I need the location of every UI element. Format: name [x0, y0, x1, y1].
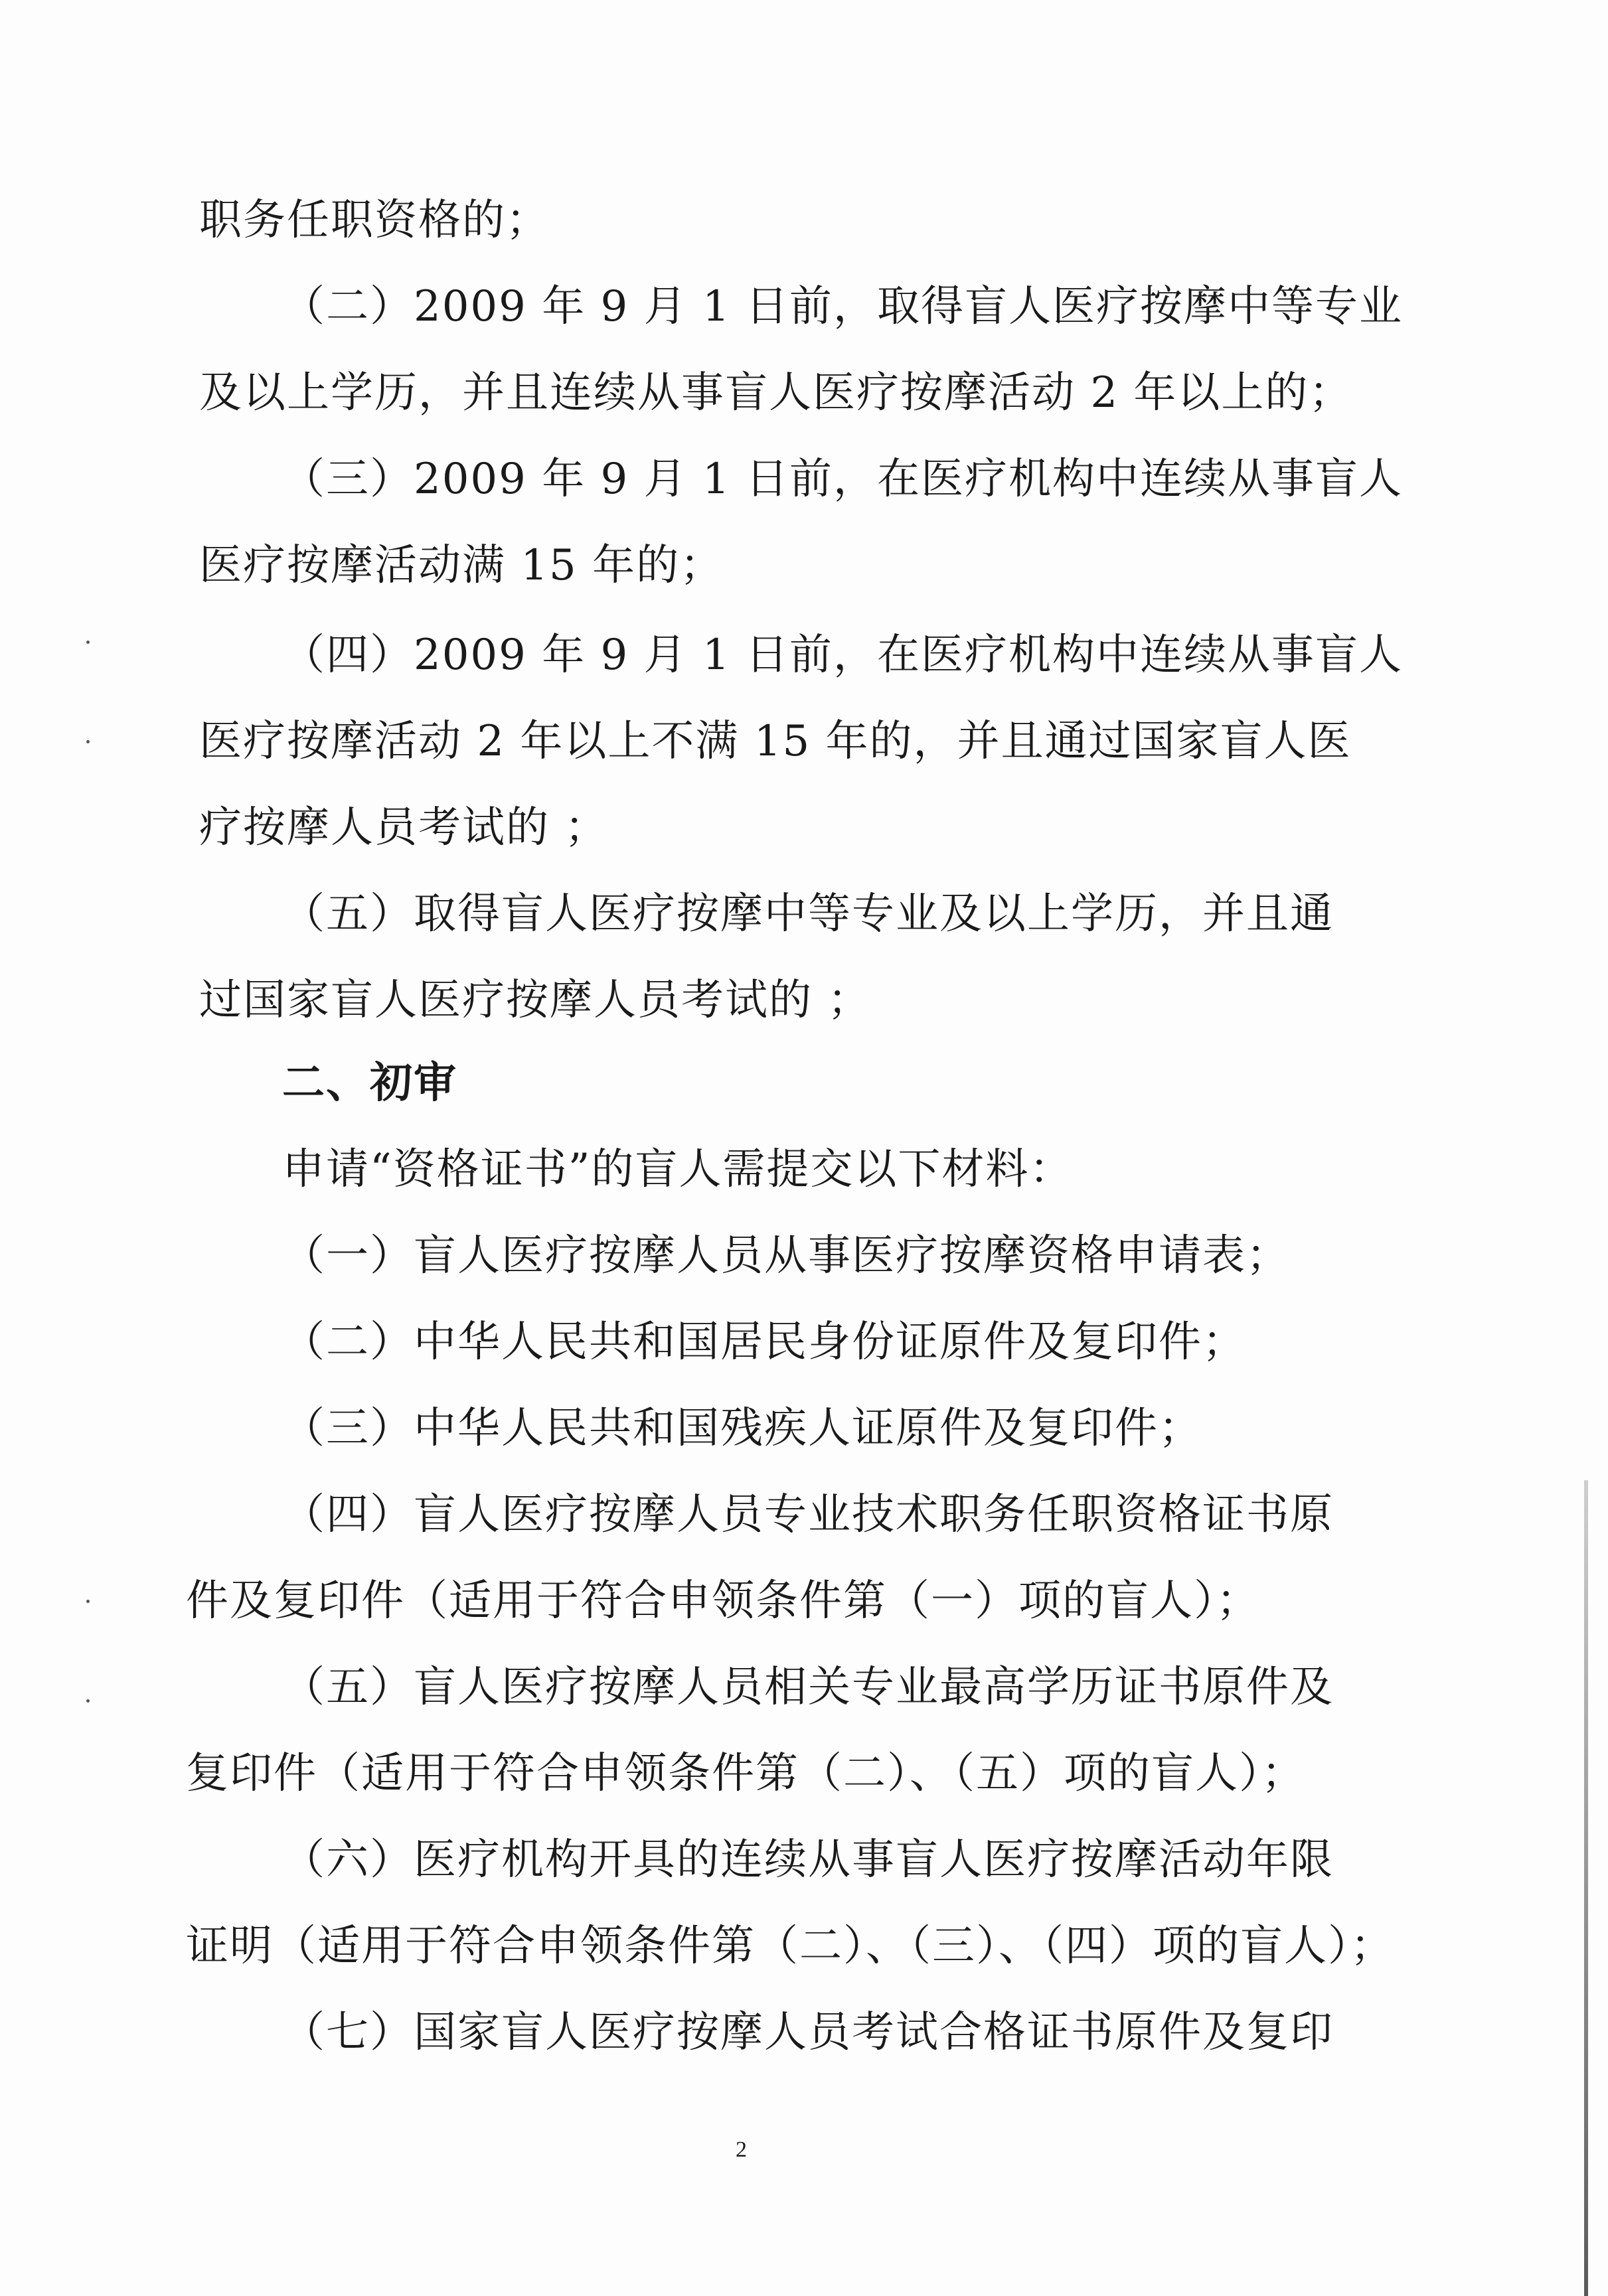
text-line: （六）医疗机构开具的连续从事盲人医疗按摩活动年限 — [282, 1835, 1334, 1884]
scan-speck — [86, 740, 90, 743]
text-line: （四）2009 年 9 月 1 日前，在医疗机构中连续从事盲人 — [282, 631, 1404, 680]
text-line: （五）盲人医疗按摩人员相关专业最高学历证书原件及 — [282, 1663, 1334, 1712]
text-line: （三）2009 年 9 月 1 日前，在医疗机构中连续从事盲人 — [282, 455, 1404, 504]
text-line: 件及复印件（适用于符合申领条件第（一）项的盲人）； — [186, 1576, 1260, 1626]
text-line: 及以上学历，并且连续从事盲人医疗按摩活动 2 年以上的； — [199, 368, 1353, 418]
scan-speck — [86, 1600, 90, 1603]
scan-speck — [86, 641, 90, 644]
text-line: 医疗按摩活动满 15 年的； — [199, 541, 724, 590]
scan-speck — [86, 1699, 90, 1703]
section-heading: 二、初审 — [282, 1059, 457, 1108]
text-line: （二）中华人民共和国居民身份证原件及复印件； — [282, 1318, 1246, 1367]
text-line: （二）2009 年 9 月 1 日前，取得盲人医疗按摩中等专业 — [282, 282, 1404, 331]
scan-edge-shadow — [1584, 1480, 1588, 2296]
text-line: 职务任职资格的； — [199, 196, 550, 245]
text-line: 疗按摩人员考试的 ； — [199, 803, 609, 852]
text-line: （七）国家盲人医疗按摩人员考试合格证书原件及复印 — [282, 2008, 1334, 2057]
text-line: 医疗按摩活动 2 年以上不满 15 年的，并且通过国家盲人医 — [199, 717, 1352, 766]
text-line: 过国家盲人医疗按摩人员考试的 ； — [199, 976, 872, 1025]
text-line: 复印件（适用于符合申领条件第（二）、（五）项的盲人）； — [186, 1749, 1305, 1798]
text-line: （三）中华人民共和国残疾人证原件及复印件； — [282, 1404, 1202, 1453]
page-number: 2 — [736, 2137, 747, 2162]
text-line: （四）盲人医疗按摩人员专业技术职务任职资格证书原 — [282, 1490, 1334, 1539]
text-line: 证明（适用于符合申领条件第（二）、（三）、（四）项的盲人）； — [186, 1922, 1394, 1971]
text-line: （一）盲人医疗按摩人员从事医疗按摩资格申请表； — [282, 1231, 1290, 1280]
text-line: 申请“资格证书”的盲人需提交以下材料： — [282, 1145, 1074, 1194]
text-line: （五）取得盲人医疗按摩中等专业及以上学历，并且通 — [282, 889, 1334, 939]
